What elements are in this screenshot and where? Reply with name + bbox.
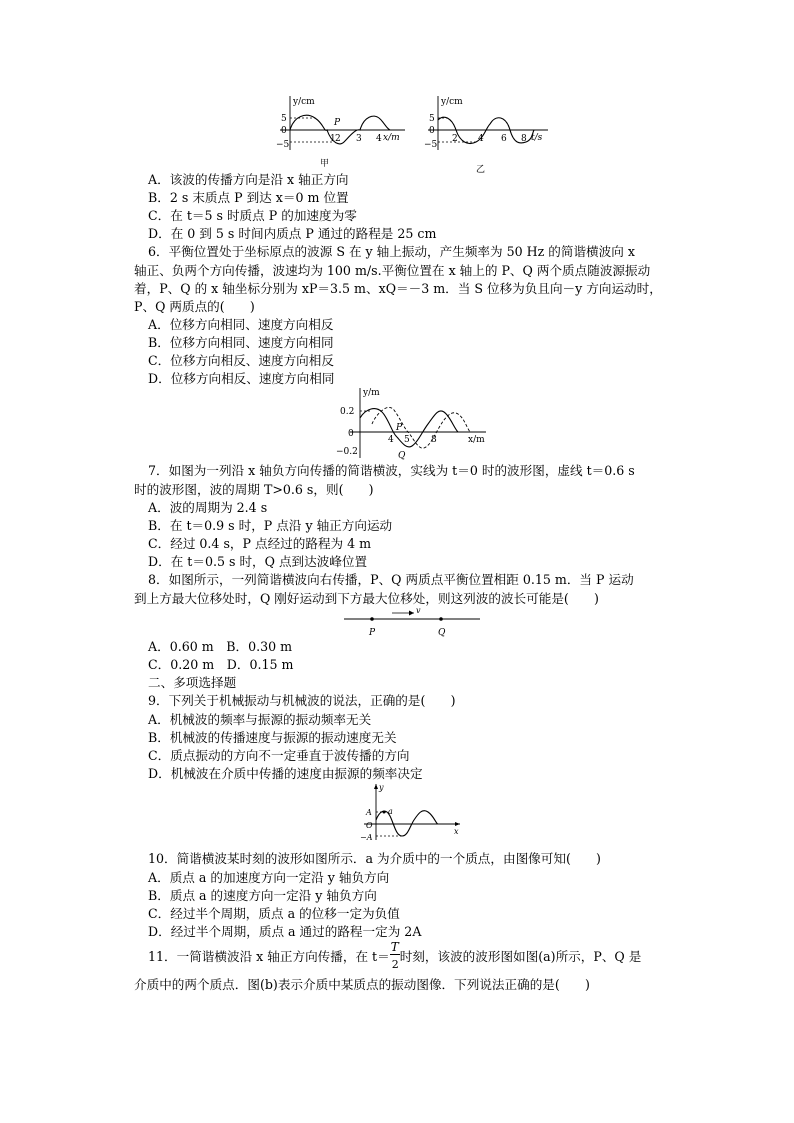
q5-option-d: D．在 0 到 5 s 时间内质点 P 通过的路程是 25 cm	[148, 226, 437, 241]
q7-option-b: B．在 t＝0.9 s 时，P 点沿 y 轴正方向运动	[148, 518, 393, 533]
jia-tick-1: 1	[330, 134, 336, 144]
jia-point-p: P	[334, 118, 341, 128]
q7-option-c: C．经过 0.4 s，P 点经过的路程为 4 m	[148, 536, 372, 551]
q7-stem-line2: 时的波形图，波的周期 T>0.6 s，则( )	[134, 482, 374, 497]
q9-option-c: C．质点振动的方向不一定垂直于波传播的方向	[148, 748, 410, 763]
q9-stem: 9．下列关于机械振动与机械波的说法，正确的是( )	[148, 693, 456, 708]
q7-tick-0.2: 0.2	[340, 407, 355, 417]
q9-option-b: B．机械波的传播速度与振源的振动速度无关	[148, 730, 397, 745]
figure-yi	[420, 94, 550, 180]
q11-fraction-den: 2	[391, 958, 399, 971]
figure-q8-line	[340, 604, 485, 640]
q5-option-b: B．2 s 末质点 P 到达 x＝0 m 位置	[148, 190, 349, 205]
q8-v-label: v	[416, 606, 421, 615]
q6-option-b: B．位移方向相同、速度方向相同	[148, 335, 334, 350]
q6-stem-line1: 6．平衡位置处于坐标原点的波源 S 在 y 轴上振动，产生频率为 50 Hz 的简谐横波向 x	[148, 244, 635, 259]
yi-caption: 乙	[476, 165, 486, 175]
jia-x-label: x/m	[383, 133, 400, 143]
section-heading-multiple-choice: 二、多项选择题	[148, 675, 237, 690]
yi-tick-2: 2	[452, 134, 458, 144]
q8-option-cd: C．0.20 m D．0.15 m	[148, 657, 294, 672]
q11-fraction-num: T	[390, 940, 399, 954]
q6-stem-line2: 轴正、负两个方向传播，波速均为 100 m/s.平衡位置在 x 轴上的 P、Q 两个质点随波源振动	[134, 263, 651, 278]
yi-x-label: t/s	[531, 133, 543, 143]
q10-label-a-amp: A	[366, 808, 372, 817]
q6-option-c: C．位移方向相反、速度方向相反	[148, 353, 334, 368]
q11-stem-part1: 11．一简谐横波沿 x 轴正方向传播，在 t＝	[148, 949, 390, 964]
q10-stem: 10．简谐横波某时刻的波形如图所示．a 为介质中的一个质点，由图像可知( )	[148, 851, 601, 866]
jia-tick-4: 4	[376, 134, 382, 144]
yi-tick-neg5: −5	[424, 140, 438, 150]
jia-y-label: y/cm	[293, 97, 315, 107]
jia-tick-neg5: −5	[276, 140, 290, 150]
q11-stem-part2: 时刻，该波的波形图如图(a)所示，P、Q 是	[399, 949, 642, 964]
figure-q7-wave	[336, 384, 488, 462]
q10-label-o: O	[366, 821, 373, 830]
jia-caption: 甲	[320, 159, 330, 169]
q7-point-p: P	[396, 423, 403, 433]
q8-point-p: P	[369, 628, 376, 638]
q5-option-a: A．该波的传播方向是沿 x 轴正方向	[148, 172, 349, 187]
q8-option-ab: A．0.60 m B．0.30 m	[148, 639, 293, 654]
q7-stem-line1: 7．如图为一列沿 x 轴负方向传播的简谐横波，实线为 t＝0 时的波形图，虚线 t＝0.6 s	[148, 463, 635, 478]
figure-jia	[272, 94, 407, 172]
yi-tick-8: 8	[521, 134, 527, 144]
jia-tick-0: 0	[281, 126, 287, 136]
q10-option-c: C．经过半个周期，质点 a 的位移一定为负值	[148, 906, 400, 921]
figure-q10-wave	[356, 780, 466, 842]
q10-option-d: D．经过半个周期，质点 a 通过的路程一定为 2A	[148, 924, 422, 939]
q7-option-a: A．波的周期为 2.4 s	[148, 500, 268, 515]
yi-tick-6: 6	[501, 134, 507, 144]
yi-tick-0: 0	[429, 126, 435, 136]
q6-stem-line3: 着，P、Q 的 x 轴坐标分别为 xP＝3.5 m、xQ＝－3 m．当 S 位移为负且向－y 方向运动时，	[134, 281, 662, 296]
q7-point-q: Q	[398, 451, 406, 461]
q6-option-d: D．位移方向相反、速度方向相同	[148, 371, 335, 386]
q9-option-d: D．机械波在介质中传播的速度由振源的频率决定	[148, 766, 423, 781]
q10-x-label: x	[454, 827, 459, 836]
q10-point-a: a	[388, 807, 393, 816]
q6-option-a: A．位移方向相同、速度方向相反	[148, 317, 334, 332]
q10-y-label: y	[379, 783, 384, 792]
jia-tick-3: 3	[356, 134, 362, 144]
q7-x-label: x/m	[468, 435, 485, 445]
q9-option-a: A．机械波的频率与振源的振动频率无关	[148, 712, 372, 727]
q7-tick-neg0.2: −0.2	[336, 447, 358, 457]
q7-y-label: y/m	[363, 388, 380, 398]
q7-tick-5: 5	[404, 435, 410, 445]
q8-point-q: Q	[438, 628, 446, 638]
q7-tick-0: 0	[348, 429, 354, 439]
q10-option-b: B．质点 a 的速度方向一定沿 y 轴负方向	[148, 888, 377, 903]
q10-option-a: A．质点 a 的加速度方向一定沿 y 轴负方向	[148, 870, 390, 885]
jia-tick-2: 2	[335, 134, 341, 144]
q7-tick-4: 4	[388, 435, 394, 445]
yi-tick-5: 5	[429, 114, 435, 124]
q7-option-d: D．在 t＝0.5 s 时，Q 点到达波峰位置	[148, 554, 368, 569]
q11-stem-line2: 介质中的两个质点．图(b)表示介质中某质点的振动图像．下列说法正确的是( )	[134, 977, 590, 992]
q10-label-neg-a: −A	[360, 833, 373, 842]
yi-y-label: y/cm	[441, 97, 463, 107]
jia-tick-5: 5	[281, 114, 287, 124]
q8-stem-line1: 8．如图所示，一列简谐横波向右传播，P、Q 两质点平衡位置相距 0.15 m．当 P 运动	[148, 572, 634, 587]
q6-stem-line4: P、Q 两质点的( )	[134, 299, 255, 314]
q8-stem-line2: 到上方最大位移处时，Q 刚好运动到下方最大位移处，则这列波的波长可能是( )	[134, 591, 599, 606]
yi-tick-4: 4	[478, 134, 484, 144]
q11-fraction	[390, 940, 400, 971]
q7-tick-8: 8	[431, 435, 437, 445]
q5-option-c: C．在 t＝5 s 时质点 P 的加速度为零	[148, 208, 357, 223]
q11-stem-line1	[148, 940, 642, 971]
